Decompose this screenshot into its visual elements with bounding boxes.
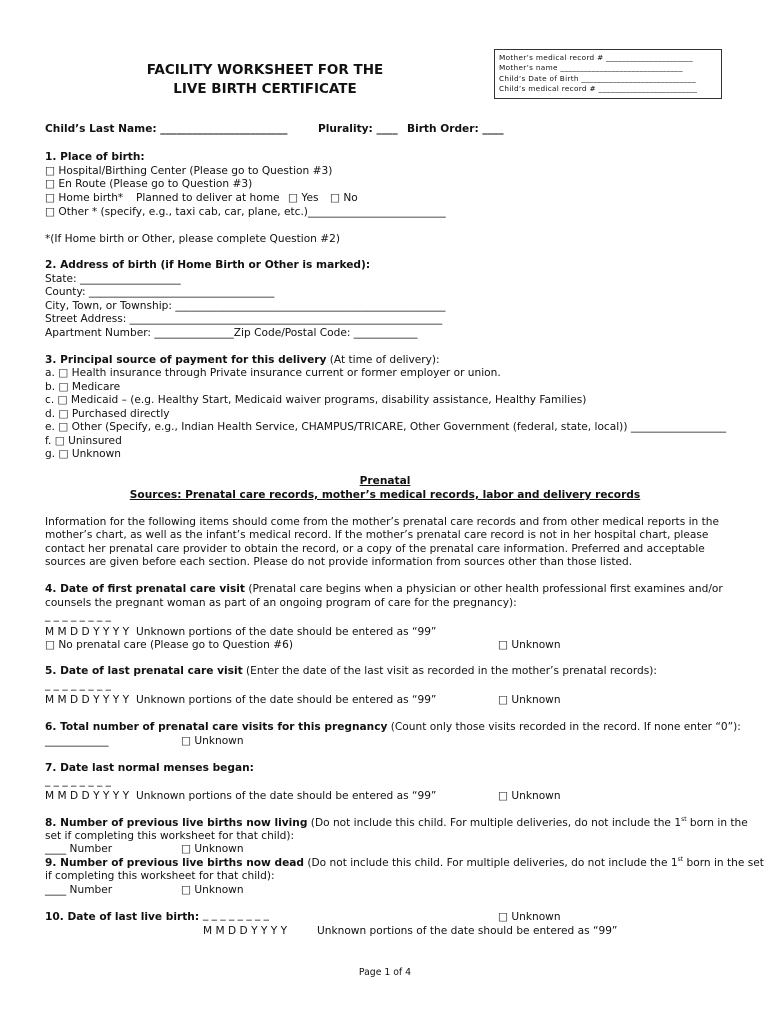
q5-date-format: M M D D Y Y Y Y (45, 694, 130, 706)
mother-name-line: Mother’s name _______________________________ (499, 63, 683, 73)
q4-date-blanks[interactable]: _ _ _ _ _ _ _ _ (45, 610, 111, 622)
q7-date-format: M M D D Y Y Y Y (45, 790, 130, 802)
q8-superscript: st (681, 816, 687, 823)
child-record-line: Child’s medical record # _________________________ (499, 83, 698, 93)
q4-no-prenatal-option[interactable]: □ No prenatal care (Please go to Question #6) (45, 639, 293, 651)
page-title-line2: LIVE BIRTH CERTIFICATE (173, 81, 357, 97)
q7-heading: 7. Date last normal menses began: (45, 762, 254, 774)
q9-heading: 9. Number of previous live births now dead (45, 857, 305, 869)
prenatal-info-line4: sources are given before each section. Please do not provide information from sources other than those listed. (45, 556, 633, 568)
prenatal-sources: Sources: Prenatal care records, mother’s medical records, labor and delivery records (129, 489, 641, 501)
q2-city-field[interactable]: City, Town, or Township: ___________________________________________________ (45, 300, 446, 312)
q7-unknown-note: Unknown portions of the date should be entered as “99” (136, 790, 437, 802)
q10-date-blanks[interactable]: _ _ _ _ _ _ _ _ (203, 909, 269, 921)
q10-heading: 10. Date of last live birth: (45, 911, 200, 923)
q3-heading-note: (At time of delivery): (326, 354, 440, 366)
prenatal-info-line2: mother’s chart, as well as the infant’s medical record. If the mother’s prenatal care record is not in her hospital chart, please (45, 529, 709, 541)
q1-hospital-option[interactable]: □ Hospital/Birthing Center (Please go to Question #3) (45, 165, 333, 177)
q4-desc: (Prenatal care begins when a physician or other health professional first examines and/or (244, 583, 723, 595)
q1-planned-home-label: Planned to deliver at home (136, 192, 280, 204)
prenatal-heading: Prenatal (359, 475, 411, 487)
q8-heading: 8. Number of previous live births now living (45, 817, 308, 829)
plurality-field[interactable]: Plurality: ____ (318, 123, 398, 135)
q8-number-field[interactable]: ____ Number (45, 843, 113, 855)
prenatal-info-line3: contact her prenatal care provider to obtain the record, or a copy of the prenatal care information. Preferred and acceptable (45, 543, 705, 555)
q5-heading-line (45, 665, 657, 678)
q9-number-field[interactable]: ____ Number (45, 884, 113, 896)
child-dob-line: Child’s Date of Birth _____________________________ (499, 73, 696, 83)
q8-heading-line (45, 817, 748, 830)
prenatal-info-line1: Information for the following items should come from the mother’s prenatal care records and from other medical reports in the (45, 516, 720, 528)
q2-county-field[interactable]: County: ___________________________________ (45, 286, 275, 298)
mother-record-line: Mother’s medical record # ______________________ (499, 53, 693, 62)
q4-unknown-option[interactable]: □ Unknown (498, 639, 561, 651)
q9-desc-line2: if completing this worksheet for that child): (45, 870, 275, 882)
q10-unknown-note: Unknown portions of the date should be entered as “99” (317, 925, 618, 937)
q4-heading-line (45, 583, 723, 596)
q5-date-blanks[interactable]: _ _ _ _ _ _ _ _ (45, 679, 111, 691)
q8-unknown-option[interactable]: □ Unknown (181, 843, 244, 855)
q6-visits-field[interactable]: ____________ (45, 735, 109, 747)
q5-unknown-option[interactable]: □ Unknown (498, 694, 561, 706)
q5-unknown-note: Unknown portions of the date should be entered as “99” (136, 694, 437, 706)
q3-option-d[interactable]: d. □ Purchased directly (45, 408, 170, 420)
q3-heading-line (45, 354, 440, 367)
q6-unknown-option[interactable]: □ Unknown (181, 735, 244, 747)
q7-date-blanks[interactable]: _ _ _ _ _ _ _ _ (45, 775, 111, 787)
q10-date-format: M M D D Y Y Y Y (203, 925, 288, 937)
q2-heading: 2. Address of birth (if Home Birth or Other is marked): (45, 259, 371, 271)
q1-home-birth-option[interactable]: □ Home birth* (45, 192, 124, 204)
q6-heading: 6. Total number of prenatal care visits for this pregnancy (45, 721, 388, 733)
q10-unknown-option[interactable]: □ Unknown (498, 911, 561, 923)
q1-note: *(If Home birth or Other, please complete Question #2) (45, 233, 341, 245)
q9-superscript: st (677, 856, 684, 863)
record-info-box (494, 49, 722, 99)
q3-option-b[interactable]: b. □ Medicare (45, 381, 121, 393)
q1-heading: 1. Place of birth: (45, 151, 145, 163)
q6-desc: (Count only those visits recorded in the record. If none enter “0”): (387, 721, 741, 733)
q8-desc-end: born in the (686, 817, 748, 829)
q1-en-route-option[interactable]: □ En Route (Please go to Question #3) (45, 178, 253, 190)
q9-desc: (Do not include this child. For multiple deliveries, do not include the 1 (304, 857, 678, 869)
q3-option-e[interactable]: e. □ Other (Specify, e.g., Indian Health Service, CHAMPUS/TRICARE, Other Government (federal, state, local)) __________________ (45, 421, 727, 433)
q3-option-c[interactable]: c. □ Medicaid – (e.g. Healthy Start, Medicaid waiver programs, disability assistance, Healthy Families) (45, 394, 587, 406)
q3-heading: 3. Principal source of payment for this delivery (45, 354, 327, 366)
q3-option-g[interactable]: g. □ Unknown (45, 448, 122, 460)
q4-date-format: M M D D Y Y Y Y (45, 626, 130, 638)
q9-unknown-option[interactable]: □ Unknown (181, 884, 244, 896)
q2-street-field[interactable]: Street Address: ___________________________________________________________ (45, 313, 443, 325)
q9-heading-line (45, 857, 764, 870)
child-last-name-field[interactable]: Child’s Last Name: ________________________ (45, 123, 288, 135)
page-number: Page 1 of 4 (358, 967, 412, 978)
q1-other-option[interactable]: □ Other * (specify, e.g., taxi cab, car, plane, etc.)__________________________ (45, 206, 446, 218)
q2-state-field[interactable]: State: ___________________ (45, 273, 181, 285)
q4-unknown-note: Unknown portions of the date should be entered as “99” (136, 626, 437, 638)
q3-option-f[interactable]: f. □ Uninsured (45, 435, 122, 447)
q2-apt-zip-field[interactable]: Apartment Number: _______________Zip Code/Postal Code: ____________ (45, 327, 418, 339)
q4-desc-line2: counsels the pregnant woman as part of an ongoing program of care for the pregnancy): (45, 597, 517, 609)
q5-desc: (Enter the date of the last visit as recorded in the mother’s prenatal records): (242, 665, 657, 677)
q1-planned-yes[interactable]: □ Yes (288, 192, 319, 204)
birth-order-field[interactable]: Birth Order: ____ (407, 123, 504, 135)
q8-desc: (Do not include this child. For multiple deliveries, do not include the 1 (307, 817, 682, 829)
q7-unknown-option[interactable]: □ Unknown (498, 790, 561, 802)
q9-desc-end: born in the set (683, 857, 764, 869)
q8-desc-line2: set if completing this worksheet for that child): (45, 830, 295, 842)
page-title-line1: FACILITY WORKSHEET FOR THE (146, 62, 384, 78)
q4-heading: 4. Date of first prenatal care visit (45, 583, 245, 595)
q6-heading-line (45, 721, 741, 734)
q1-planned-no[interactable]: □ No (330, 192, 358, 204)
q5-heading: 5. Date of last prenatal care visit (45, 665, 243, 677)
q3-option-a[interactable]: a. □ Health insurance through Private insurance current or former employer or union. (45, 367, 501, 379)
